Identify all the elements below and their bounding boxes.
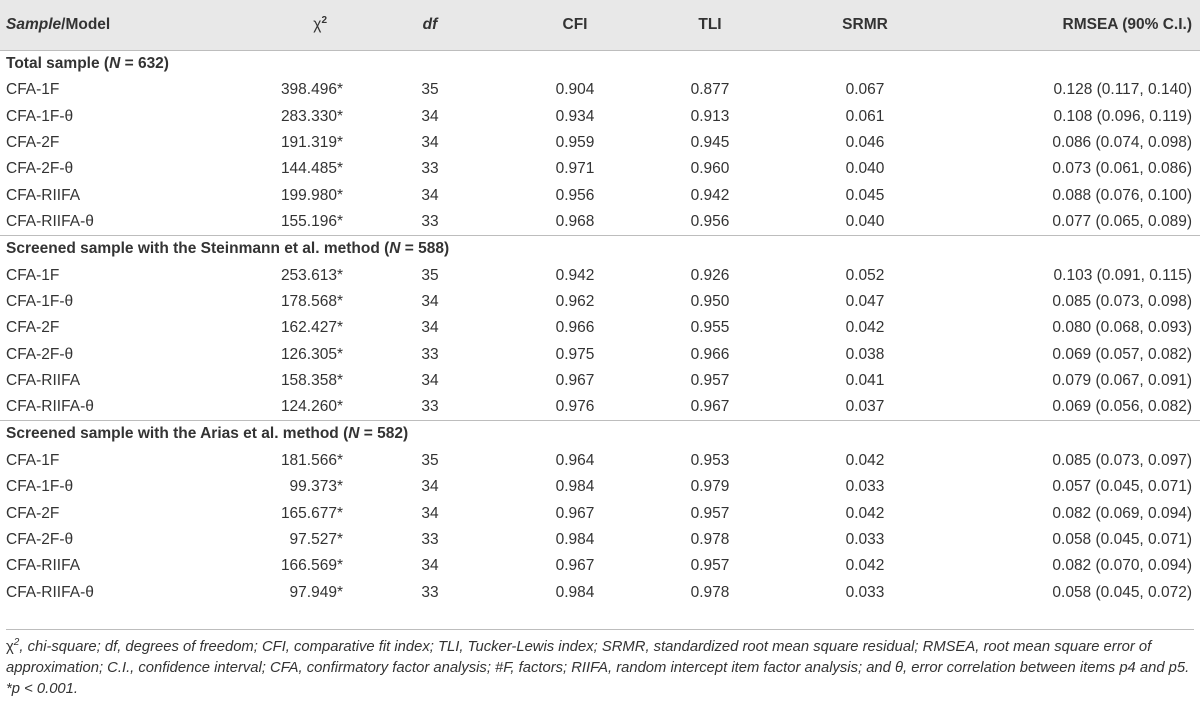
- chi-square-cell: 144.485*: [280, 160, 343, 178]
- model-cell: CFA-RIIFA-θ: [6, 212, 94, 230]
- cfi-cell: 0.934: [555, 107, 595, 125]
- srmr-cell: 0.042: [845, 504, 885, 522]
- section-title: Total sample (N = 632): [6, 54, 169, 72]
- cfi-cell: 0.968: [555, 212, 595, 230]
- model-cell: CFA-2F-θ: [6, 531, 74, 549]
- header-chi-square: $\chi^2$: [205, 0, 345, 50]
- srmr-cell: 0.040: [845, 212, 885, 230]
- section-header-row: [0, 421, 1200, 448]
- chi-square-cell: 126.305*: [280, 345, 343, 363]
- chi-square-cell: 158.358*: [280, 372, 343, 390]
- rmsea-cell: 0.080 (0.068, 0.093): [1052, 319, 1192, 337]
- model-cell: CFA-RIIFA-θ: [6, 583, 94, 601]
- cfi-cell: 0.967: [555, 504, 595, 522]
- header-cfi: CFI: [515, 0, 635, 50]
- table-row: [0, 553, 1200, 579]
- srmr-cell: 0.045: [845, 186, 885, 204]
- srmr-cell: 0.033: [845, 583, 885, 601]
- rmsea-cell: 0.085 (0.073, 0.097): [1052, 451, 1192, 469]
- header-df: df: [345, 0, 515, 50]
- tli-cell: 0.957: [690, 372, 730, 390]
- df-cell: 33: [421, 583, 439, 601]
- rmsea-cell: 0.086 (0.074, 0.098): [1052, 133, 1192, 151]
- table-row: [0, 394, 1200, 420]
- df-cell: 34: [421, 107, 439, 125]
- table-body: [0, 50, 1200, 606]
- cfi-cell: 0.967: [555, 557, 595, 575]
- cfi-cell: 0.966: [555, 319, 595, 337]
- chi-square-cell: 181.566*: [280, 451, 343, 469]
- rmsea-cell: 0.073 (0.061, 0.086): [1052, 160, 1192, 178]
- df-cell: 34: [421, 133, 439, 151]
- model-cell: CFA-2F-θ: [6, 345, 74, 363]
- chi-square-cell: 178.568*: [280, 292, 343, 310]
- table-footnote: [6, 629, 1194, 700]
- tli-cell: 0.877: [690, 81, 730, 99]
- tli-cell: 0.979: [690, 478, 730, 496]
- rmsea-cell: 0.108 (0.096, 0.119): [1053, 107, 1192, 125]
- rmsea-cell: 0.128 (0.117, 0.140): [1053, 81, 1192, 99]
- cfi-cell: 0.984: [555, 478, 595, 496]
- section-title: Screened sample with the Steinmann et al. method (N = 588): [0, 235, 1200, 262]
- model-cell: CFA-1F: [6, 451, 60, 469]
- df-cell: 33: [421, 531, 439, 549]
- srmr-cell: 0.037: [845, 398, 885, 416]
- cfi-cell: 0.959: [555, 133, 595, 151]
- header-srmr: SRMR: [785, 0, 945, 50]
- df-cell: 33: [421, 160, 439, 178]
- srmr-cell: 0.033: [845, 531, 885, 549]
- footnote-abbreviations: $\chi^2$, chi-square; df, degrees of freedom; CFI, comparative fit index; TLI, Tucker-Lewis index; SRMR, standardized root mean square residual; RMSEA, root mean square error of approximation; C.I., confidence interval; CFA, confirmatory factor analysis; #F, factors; RIIFA, random intercept item factor analysis; and θ, error correlation between items p4 and p5.: [6, 637, 1190, 676]
- df-cell: 35: [421, 81, 439, 99]
- section-header-row: [0, 235, 1200, 262]
- rmsea-cell: 0.085 (0.073, 0.098): [1052, 292, 1192, 310]
- footnote-significance: *p < 0.001.: [6, 680, 78, 697]
- tli-cell: 0.960: [690, 160, 730, 178]
- df-cell: 34: [421, 372, 439, 390]
- rmsea-cell: 0.088 (0.076, 0.100): [1052, 186, 1192, 204]
- srmr-cell: 0.033: [845, 478, 885, 496]
- chi-square-cell: 191.319*: [280, 133, 343, 151]
- table-row: [0, 448, 1200, 474]
- table-row: [0, 103, 1200, 129]
- chi-square-cell: 155.196*: [280, 212, 343, 230]
- model-cell: CFA-1F: [6, 81, 60, 99]
- df-cell: 34: [421, 319, 439, 337]
- model-cell: CFA-2F: [6, 504, 60, 522]
- chi-square-cell: 398.496*: [280, 81, 343, 99]
- model-cell: CFA-RIIFA: [6, 557, 81, 575]
- tli-cell: 0.978: [690, 531, 730, 549]
- model-cell: CFA-RIIFA-θ: [6, 398, 94, 416]
- table-row: [0, 527, 1200, 553]
- table-row: [0, 368, 1200, 394]
- header-sample-model: Sample/Model: [0, 0, 205, 50]
- table-row: [0, 183, 1200, 209]
- tli-cell: 0.967: [690, 398, 730, 416]
- rmsea-cell: 0.103 (0.091, 0.115): [1053, 266, 1192, 284]
- chi-square-cell: 199.980*: [280, 186, 343, 204]
- tli-cell: 0.957: [690, 557, 730, 575]
- srmr-cell: 0.042: [845, 451, 885, 469]
- tli-cell: 0.950: [690, 292, 730, 310]
- tli-cell: 0.957: [690, 504, 730, 522]
- table-row: [0, 77, 1200, 103]
- model-cell: CFA-1F-θ: [6, 107, 74, 125]
- cfi-cell: 0.976: [555, 398, 595, 416]
- tli-cell: 0.913: [690, 107, 730, 125]
- table-row: [0, 342, 1200, 368]
- table-row: [0, 474, 1200, 500]
- tli-cell: 0.956: [690, 212, 730, 230]
- model-cell: CFA-RIIFA: [6, 372, 81, 390]
- rmsea-cell: 0.058 (0.045, 0.071): [1052, 531, 1192, 549]
- srmr-cell: 0.046: [845, 133, 885, 151]
- section-title: Screened sample with the Arias et al. method (N = 582): [0, 421, 1200, 448]
- table-row: [0, 156, 1200, 182]
- chi-square-cell: 124.260*: [280, 398, 343, 416]
- srmr-cell: 0.042: [845, 319, 885, 337]
- rmsea-cell: 0.069 (0.056, 0.082): [1052, 398, 1192, 416]
- cfi-cell: 0.984: [555, 531, 595, 549]
- model-cell: CFA-2F-θ: [6, 160, 74, 178]
- srmr-cell: 0.038: [845, 345, 885, 363]
- rmsea-cell: 0.077 (0.065, 0.089): [1052, 212, 1192, 230]
- srmr-cell: 0.061: [845, 107, 885, 125]
- chi-square-cell: 97.527*: [289, 531, 343, 549]
- table-row: [0, 130, 1200, 156]
- srmr-cell: 0.067: [845, 81, 885, 99]
- srmr-cell: 0.047: [845, 292, 885, 310]
- chi-square-cell: 253.613*: [280, 266, 343, 284]
- table-row: [0, 289, 1200, 315]
- cfi-cell: 0.967: [555, 372, 595, 390]
- rmsea-cell: 0.069 (0.057, 0.082): [1052, 345, 1192, 363]
- rmsea-cell: 0.082 (0.069, 0.094): [1052, 504, 1192, 522]
- tli-cell: 0.966: [690, 345, 730, 363]
- df-cell: 33: [421, 345, 439, 363]
- tli-cell: 0.945: [690, 133, 730, 151]
- table-row: [0, 262, 1200, 288]
- chi-square-cell: 97.949*: [289, 583, 343, 601]
- model-cell: CFA-1F-θ: [6, 478, 74, 496]
- header-tli: TLI: [635, 0, 785, 50]
- srmr-cell: 0.052: [845, 266, 885, 284]
- df-cell: 35: [421, 451, 439, 469]
- df-cell: 34: [421, 557, 439, 575]
- tli-cell: 0.953: [690, 451, 730, 469]
- chi-square-cell: 283.330*: [280, 107, 343, 125]
- chi-square-cell: 162.427*: [280, 319, 343, 337]
- srmr-cell: 0.040: [845, 160, 885, 178]
- model-cell: CFA-1F-θ: [6, 292, 74, 310]
- cfi-cell: 0.984: [555, 583, 595, 601]
- model-cell: CFA-2F: [6, 133, 60, 151]
- table-row: [0, 580, 1200, 606]
- rmsea-cell: 0.079 (0.067, 0.091): [1052, 372, 1192, 390]
- df-cell: 34: [421, 292, 439, 310]
- df-cell: 34: [421, 186, 439, 204]
- chi-square-cell: 165.677*: [280, 504, 343, 522]
- df-cell: 34: [421, 504, 439, 522]
- cfi-cell: 0.975: [555, 345, 595, 363]
- cfi-cell: 0.964: [555, 451, 595, 469]
- df-cell: 33: [421, 398, 439, 416]
- section-header-row: [0, 50, 1200, 77]
- df-cell: 34: [421, 478, 439, 496]
- rmsea-cell: 0.058 (0.045, 0.072): [1052, 583, 1192, 601]
- tli-cell: 0.942: [690, 186, 730, 204]
- table-row: [0, 500, 1200, 526]
- df-cell: 33: [421, 212, 439, 230]
- tli-cell: 0.955: [690, 319, 730, 337]
- cfi-cell: 0.942: [555, 266, 595, 284]
- model-cell: CFA-1F: [6, 266, 60, 284]
- table-header-row: [0, 0, 1200, 50]
- table-row: [0, 315, 1200, 341]
- df-cell: 35: [421, 266, 439, 284]
- model-cell: CFA-RIIFA: [6, 186, 81, 204]
- rmsea-cell: 0.057 (0.045, 0.071): [1052, 478, 1192, 496]
- header-rmsea: RMSEA (90% C.I.): [945, 0, 1200, 50]
- tli-cell: 0.978: [690, 583, 730, 601]
- srmr-cell: 0.042: [845, 557, 885, 575]
- model-cell: CFA-2F: [6, 319, 60, 337]
- cfi-cell: 0.962: [555, 292, 595, 310]
- cfi-cell: 0.956: [555, 186, 595, 204]
- table-row: [0, 209, 1200, 235]
- tli-cell: 0.926: [690, 266, 730, 284]
- cfi-cell: 0.904: [555, 81, 595, 99]
- srmr-cell: 0.041: [845, 372, 885, 390]
- cfi-cell: 0.971: [555, 160, 595, 178]
- chi-square-cell: 166.569*: [280, 557, 343, 575]
- chi-square-cell: 99.373*: [289, 478, 343, 496]
- rmsea-cell: 0.082 (0.070, 0.094): [1052, 557, 1192, 575]
